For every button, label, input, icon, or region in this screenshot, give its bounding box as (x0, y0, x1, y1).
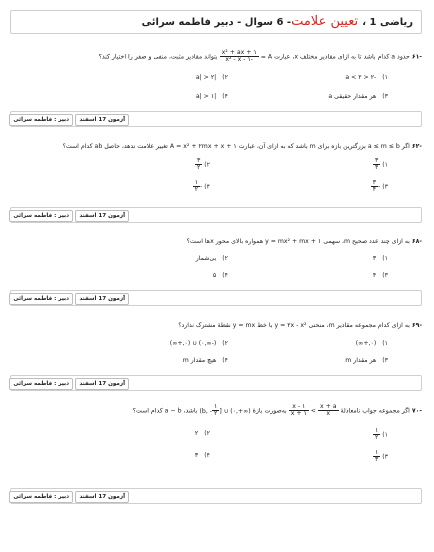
question-62 (14, 143, 422, 151)
option-68-3[interactable] (373, 272, 388, 279)
question-text: به ازای چند عدد صحیح m، سهمی y = mx² + mx + ۱ همواره بالای محور xها است؟ (186, 238, 410, 245)
option-value: ۳ (194, 452, 199, 459)
inequality-sign: > (310, 407, 316, 415)
question-text-mid: به‌صورت بازهٔ (252, 407, 287, 415)
header-title-red: تعیین علامت (291, 14, 363, 29)
formula-fraction (220, 50, 259, 63)
teacher-tag[interactable]: دبیر : فاطمه سرائی (9, 114, 73, 126)
option-62-4[interactable] (193, 180, 210, 193)
option-68-2[interactable] (196, 255, 228, 262)
fraction-denominator: ۲ (194, 186, 199, 193)
option-number: ۴) (204, 183, 210, 191)
option-value: ۴ (372, 272, 377, 279)
fraction-numerator: ۱ (194, 179, 199, 186)
question-text: اگر a ≤ m ≤ b بزرگترین بازه برای m باشد که به ازای آن، عبارت A = x² + ۲mx + x + ۱ تغییر علامت ندهد، حاصل ab کدام است؟ (62, 143, 410, 150)
option-value: ۲ (194, 430, 199, 437)
exam-tag[interactable]: آزمون 17 اسفند (75, 378, 129, 390)
option-number: ۱) (382, 255, 388, 262)
teacher-tag[interactable]: دبیر : فاطمه سرائی (9, 210, 73, 222)
option-number: ۲) (222, 74, 228, 81)
interval-start: (b, - (199, 407, 212, 415)
fraction-denominator: ۴ (374, 164, 379, 171)
option-fraction (373, 158, 380, 171)
question-footer (10, 375, 422, 391)
option-number: ۱) (382, 74, 388, 81)
option-number: ۳) (382, 183, 388, 191)
question-number: -۷۰ (411, 407, 422, 415)
option-sign: - (200, 183, 203, 191)
question-61 (14, 50, 422, 63)
fraction-numerator: ۳ (374, 157, 379, 164)
option-number: ۳) (382, 453, 388, 461)
inequality-fraction-right (289, 404, 309, 417)
question-text: اگر مجموعه جواب نامعادلهٔ (340, 407, 410, 415)
option-number: ۱) (382, 161, 388, 169)
option-value: هر مقدار حقیقی a (328, 93, 377, 100)
question-text: حدود a کدام باشد تا به ازای مقادیر مختلف x، عبارت (274, 53, 410, 61)
formula-label: A = (260, 53, 273, 61)
option-number: ۳) (382, 93, 388, 100)
fraction-denominator: x + ۱ (290, 410, 307, 417)
question-text-tail: باشد، a − b کدام است؟ (132, 407, 198, 415)
exam-tag[interactable]: آزمون 17 اسفند (75, 114, 129, 126)
header-title (142, 14, 413, 29)
option-61-4[interactable] (196, 93, 228, 100)
fraction-numerator: ۳ (196, 157, 201, 164)
fraction-denominator: ۳ (374, 456, 379, 463)
option-number: ۲) (222, 255, 228, 262)
option-62-1[interactable] (373, 158, 388, 171)
option-62-3[interactable] (371, 180, 388, 193)
option-fraction (195, 158, 202, 171)
interval-end: ] ∪ (۰,+∞) (219, 407, 251, 415)
option-number: ۲) (222, 340, 228, 347)
question-footer (10, 207, 422, 223)
fraction-denominator: ۴ (372, 186, 377, 193)
teacher-tag[interactable]: دبیر : فاطمه سرائی (9, 491, 73, 503)
option-value: -۲ < a < ۲ (345, 74, 377, 81)
question-text: به ازای کدام مجموعه مقادیر m، منحنی y = ۲x - x² با خط y = mx نقطهٔ مشترک ندارد؟ (178, 322, 410, 329)
option-value: ۵ (212, 272, 217, 279)
question-footer (10, 488, 422, 504)
question-number: -۶۲ (411, 143, 422, 150)
exam-tag[interactable]: آزمون 17 اسفند (75, 293, 129, 305)
option-number: ۲) (204, 161, 210, 169)
option-69-3[interactable] (345, 357, 388, 364)
question-number: -۶۹ (411, 322, 422, 329)
option-69-4[interactable] (183, 357, 228, 364)
fraction-denominator: ۲ (196, 164, 201, 171)
option-value: |a| > ۲ (195, 74, 217, 81)
fraction-numerator: ۱ (374, 449, 379, 456)
option-number: ۲) (204, 430, 210, 437)
question-70 (14, 404, 422, 417)
teacher-tag[interactable]: دبیر : فاطمه سرائی (9, 293, 73, 305)
option-69-1[interactable] (356, 340, 388, 347)
option-61-1[interactable] (345, 74, 388, 81)
fraction-numerator: x - ۱ (289, 404, 309, 411)
option-70-4[interactable] (195, 452, 210, 459)
option-number: ۴) (222, 93, 228, 100)
interval-expression (199, 403, 251, 417)
option-fraction (371, 179, 381, 193)
option-70-1[interactable] (373, 428, 388, 441)
question-number: -۶۸ (411, 238, 422, 245)
question-footer (10, 111, 422, 127)
fraction-denominator: ۲ (374, 434, 379, 441)
option-number: ۴) (222, 357, 228, 364)
option-value: بی‌شمار (195, 255, 217, 262)
question-69 (14, 322, 422, 330)
option-fraction (373, 428, 380, 441)
option-value: |a| > ۱ (195, 93, 217, 100)
option-68-1[interactable] (373, 255, 388, 262)
fraction-denominator: x (326, 410, 331, 417)
option-61-2[interactable] (196, 74, 228, 81)
fraction-numerator: x² + ax + ۱ (221, 49, 257, 56)
option-fraction (373, 450, 380, 463)
option-62-2[interactable] (195, 158, 210, 171)
fraction-numerator: ۱ (374, 427, 379, 434)
option-68-4[interactable] (213, 272, 228, 279)
teacher-tag[interactable]: دبیر : فاطمه سرائی (9, 378, 73, 390)
option-number: ۳) (382, 357, 388, 364)
option-70-2[interactable] (195, 430, 210, 437)
option-69-2[interactable] (170, 340, 228, 347)
fraction-numerator: ۳ (372, 179, 377, 186)
question-68 (14, 238, 422, 246)
question-text-tail: بتواند مقادیر مثبت، منفی و صفر را اختیار کند؟ (98, 53, 218, 61)
option-value: ۳ (372, 255, 377, 262)
option-number: ۴) (222, 272, 228, 279)
exam-tag[interactable]: آزمون 17 اسفند (75, 210, 129, 222)
option-61-3[interactable] (328, 93, 388, 100)
question-footer (10, 290, 422, 306)
option-fraction (193, 179, 203, 193)
header-suffix: - 6 سوال - دبیر فاطمه سرائی (141, 17, 292, 28)
worksheet-header (10, 10, 422, 34)
option-value: هیچ مقدار m (182, 357, 217, 364)
inequality-fraction-left (318, 404, 339, 417)
header-prefix: ریاضی 1 ، (362, 17, 413, 28)
option-number: ۴) (204, 452, 210, 459)
option-number: ۳) (382, 272, 388, 279)
option-value: (-∞,۰) ∪ (۰,+∞) (169, 340, 217, 347)
fraction-denominator: ۲ (214, 410, 218, 417)
option-value: (۰,+∞) (355, 340, 377, 347)
option-value: هر مقدار m (345, 357, 377, 364)
fraction-numerator: ۱ (214, 403, 218, 410)
option-number: ۱) (382, 340, 388, 347)
option-sign: - (378, 183, 381, 191)
question-number: -۶۱ (411, 53, 422, 61)
fraction-numerator: x + a (319, 403, 337, 410)
exam-tag[interactable]: آزمون 17 اسفند (75, 491, 129, 503)
fraction-denominator: -x² - x - ۱ (225, 56, 254, 63)
option-number: ۱) (382, 431, 388, 439)
option-70-3[interactable] (373, 450, 388, 463)
